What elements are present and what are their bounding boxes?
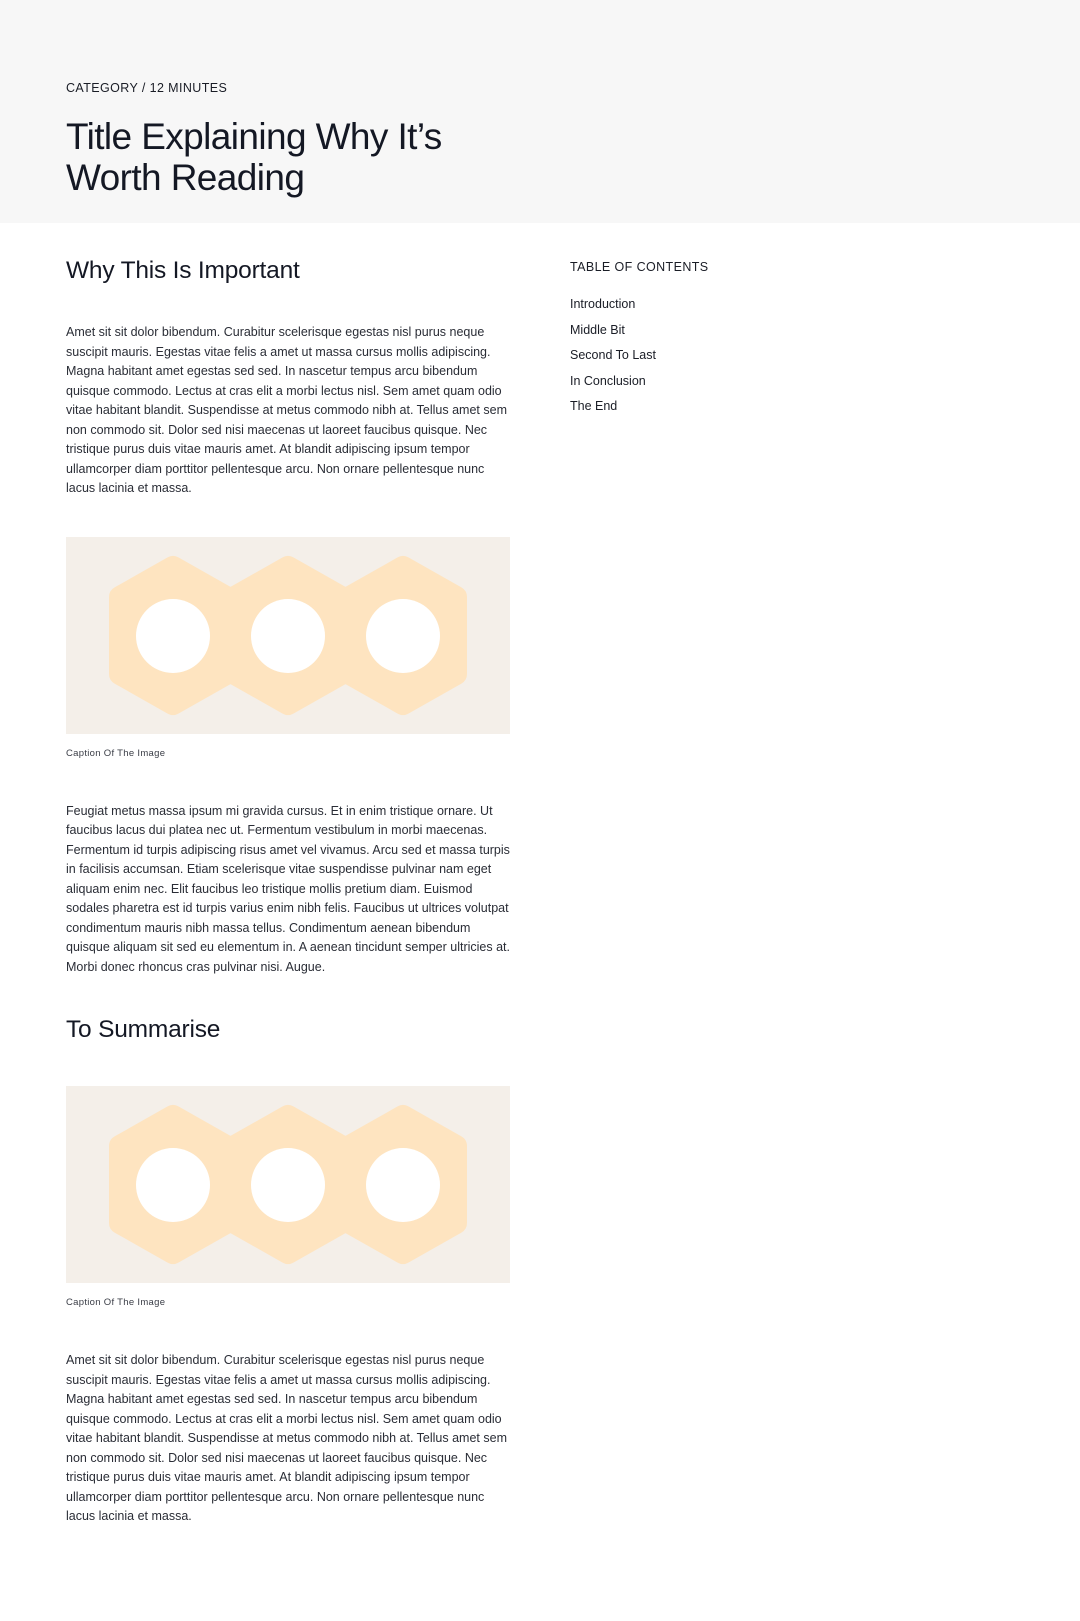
article-paragraph: Amet sit sit dolor bibendum. Curabitur scelerisque egestas nisl purus neque suscipit mauris. Egestas vitae felis a amet ut massa cursus mollis adipiscing. Magna habitant amet egestas sed sed. In nascetur tempus arcu bibendum quisque commodo. Lectus at cras elit a morbi lectus nisl. Sem amet quam odio vitae habitant blandit. Suspendisse at metus commodo nibh at. Tellus amet sem non commodo sit. Dolor sed nisi maecenas ut laoreet faucibus quisque. Nec tristique purus duis vitae mauris amet. At blandit adipiscing ipsum tempor ullamcorper diam porttitor pellentesque arcu. Non ornare pellentesque nunc lacus lacinia et massa. xyxy=(66,325,507,495)
toc-item-second-to-last[interactable] xyxy=(570,347,709,363)
table-of-contents xyxy=(570,259,709,424)
toc-item-in-conclusion[interactable] xyxy=(570,373,709,389)
toc-link[interactable]: Introduction xyxy=(570,297,636,311)
hexagon-illustration xyxy=(66,1086,510,1283)
toc-item-introduction[interactable] xyxy=(570,296,709,312)
toc-list xyxy=(570,296,709,414)
image-caption: Caption Of The Image xyxy=(66,1297,166,1308)
image-caption: Caption Of The Image xyxy=(66,747,166,759)
toc-item-the-end[interactable] xyxy=(570,398,709,414)
toc-link[interactable]: Second To Last xyxy=(570,348,656,362)
section-heading-why-important: Why This Is Important xyxy=(66,257,300,284)
hexagon-illustration xyxy=(66,537,510,734)
article-paragraph: Amet sit sit dolor bibendum. Curabitur scelerisque egestas nisl purus neque suscipit mauris. Egestas vitae felis a amet ut massa cursus mollis adipiscing. Magna habitant amet egestas sed sed. In nascetur tempus arcu bibendum quisque commodo. Lectus at cras elit a morbi lectus nisl. Sem amet quam odio vitae habitant blandit. Suspendisse at metus commodo nibh at. Tellus amet sem non commodo sit. Dolor sed nisi maecenas ut laoreet faucibus quisque. Nec tristique purus duis vitae mauris amet. At blandit adipiscing ipsum tempor ullamcorper diam porttitor pellentesque arcu. Non ornare pellentesque nunc lacus lacinia et massa. xyxy=(66,1353,507,1523)
section-heading-to-summarise: To Summarise xyxy=(66,1016,221,1043)
toc-item-middle-bit[interactable] xyxy=(570,322,709,338)
article-hero xyxy=(0,0,1080,223)
article-figure xyxy=(66,1086,510,1309)
article-meta: CATEGORY / 12 MINUTES xyxy=(66,81,228,95)
toc-link[interactable]: The End xyxy=(570,399,618,413)
toc-link[interactable]: In Conclusion xyxy=(570,373,646,388)
article-figure xyxy=(66,537,510,760)
toc-link[interactable]: Middle Bit xyxy=(570,322,625,337)
article-paragraph: Feugiat metus massa ipsum mi gravida cursus. Et in enim tristique ornare. Ut faucibus lacus dui platea nec ut. Fermentum vestibulum in morbi maecenas. Fermentum id turpis adipiscing risus amet vel vivamus. Arcu sed et massa turpis in facilisis accumsan. Etiam scelerisque vitae suspendisse pulvinar nam eget aliquam enim nec. Elit faucibus leo tristique mollis pretium diam. Euismod sodales pharetra est id turpis varius enim nibh felis. Faucibus ut ultrices volutpat condimentum mauris nibh massa tellus. Condimentum aenean bibendum quisque aliquam sit sed eu elementum in. A aenean tincidunt semper ultricies at. Morbi donec rhoncus cras pulvinar nisi. Augue. xyxy=(66,803,511,974)
article-layout xyxy=(0,223,1080,1527)
toc-title: TABLE OF CONTENTS xyxy=(570,260,709,274)
article-body xyxy=(66,223,510,1527)
page-title: Title Explaining Why It’s Worth Reading xyxy=(66,116,442,198)
